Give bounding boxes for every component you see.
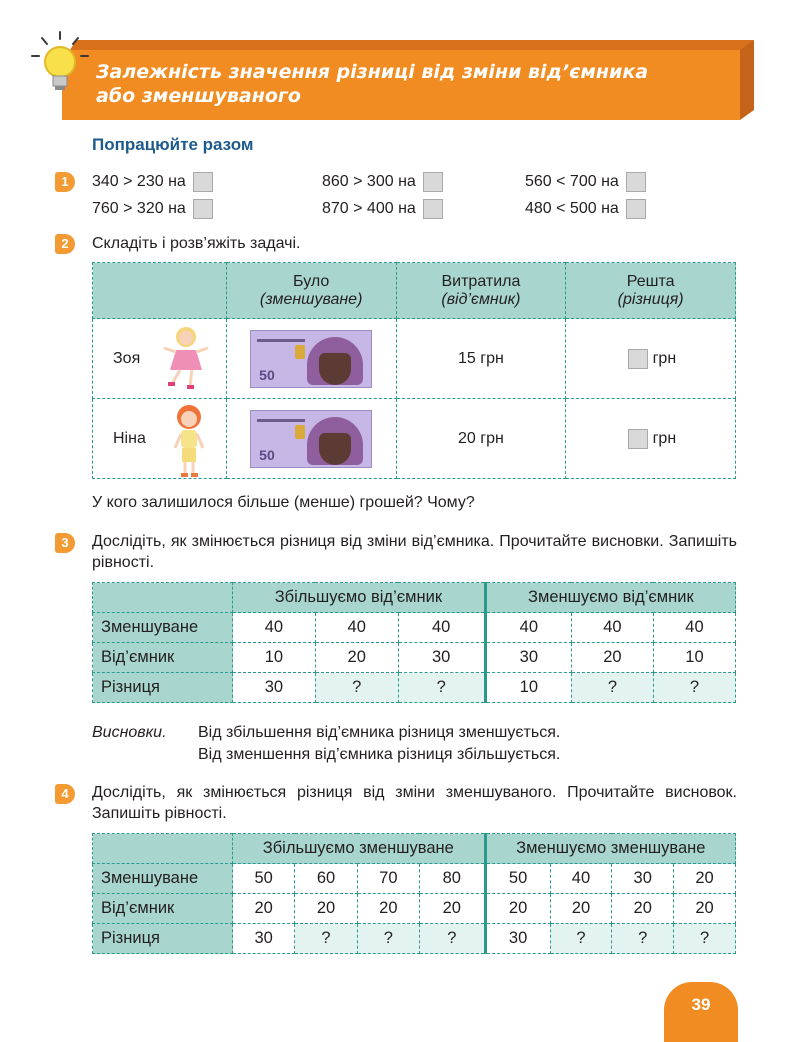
minuend-change-table: [92, 833, 736, 954]
inequality-6: 480 < 500 на: [525, 198, 646, 220]
lesson-title-line-2: або зменшуваного: [96, 85, 301, 107]
table-cell: 40: [398, 613, 485, 643]
answer-cell[interactable]: ?: [295, 924, 357, 954]
girl-nina-illustration: [172, 404, 206, 480]
table-cell: 40: [550, 864, 612, 894]
table-cell: 20: [674, 894, 736, 924]
inequality-5: 870 > 400 на: [322, 198, 443, 220]
conclusions: [92, 722, 167, 744]
rest-cell: грн: [566, 399, 736, 479]
task-4-badge: 4: [55, 784, 75, 804]
row-label: Від’ємник: [93, 643, 233, 673]
table-cell: 60: [295, 864, 357, 894]
conclusion-1: Від збільшення від’ємника різниця зменшується.: [198, 724, 561, 741]
header-empty: [93, 263, 227, 319]
header-empty: [93, 834, 233, 864]
group-increase-subtrahend: Збільшуємо від’ємник: [233, 583, 486, 613]
answer-cell[interactable]: ?: [653, 673, 735, 703]
table-cell: 40: [315, 613, 398, 643]
group-decrease-minuend: Зменшуємо зменшуване: [485, 834, 735, 864]
task-2-badge: 2: [55, 234, 75, 254]
table-row-difference: [93, 924, 736, 954]
table-cell: 20: [419, 894, 485, 924]
header-rest: Решта (різниця): [566, 263, 736, 319]
table-cell: 50: [485, 864, 550, 894]
task-2-question: У кого залишилося більше (менше) грошей? Чому?: [92, 494, 475, 511]
row-label: Зменшуване: [93, 613, 233, 643]
table-cell: 20: [571, 643, 653, 673]
table-cell: 30: [233, 673, 316, 703]
task-1-badge: 1: [55, 172, 75, 192]
row-label: Різниця: [93, 924, 233, 954]
inequality-4: 760 > 320 на: [92, 198, 213, 220]
answer-cell[interactable]: ?: [612, 924, 674, 954]
banknote-50-image: 50: [250, 410, 372, 468]
answer-cell[interactable]: ?: [550, 924, 612, 954]
header-empty: [93, 583, 233, 613]
table-header-row: [93, 583, 736, 613]
conclusions-label: Висновки.: [92, 724, 167, 741]
answer-cell[interactable]: ?: [419, 924, 485, 954]
table-cell: 70: [357, 864, 419, 894]
lesson-title-line-1: Залежність значення різниці від зміни від’ємника: [96, 61, 649, 83]
banner-top-edge: [70, 40, 754, 50]
inequality-2: 860 > 300 на: [322, 171, 443, 193]
table-row-subtrahend: [93, 894, 736, 924]
name-cell: Зоя: [93, 319, 227, 399]
lesson-title: [96, 60, 696, 108]
answer-box[interactable]: [628, 429, 648, 449]
header-had: Було (зменшуване): [226, 263, 396, 319]
girl-zoya-illustration: [160, 324, 210, 392]
answer-box[interactable]: [423, 172, 443, 192]
task-4-instruction: Дослідіть, як змінюється різниця від зміни зменшуваного. Прочитайте висновок. Запишіть рівності.: [92, 784, 737, 822]
money-table-header: [93, 263, 736, 319]
table-cell: 50: [233, 864, 295, 894]
table-row-minuend: [93, 613, 736, 643]
inequality-3: 560 < 700 на: [525, 171, 646, 193]
answer-box[interactable]: [193, 199, 213, 219]
spent-cell: 20 грн: [396, 399, 566, 479]
table-cell: 30: [398, 643, 485, 673]
table-cell: 10: [653, 643, 735, 673]
table-cell: 10: [485, 673, 571, 703]
banner-side-edge: [740, 40, 754, 120]
table-cell: 30: [485, 924, 550, 954]
answer-box[interactable]: [626, 172, 646, 192]
answer-cell[interactable]: ?: [571, 673, 653, 703]
name-cell: Ніна: [93, 399, 227, 479]
conclusion-2: Від зменшення від’ємника різниця збільшується.: [198, 746, 561, 763]
header-spent: Витратила (від’ємник): [396, 263, 566, 319]
row-label: Зменшуване: [93, 864, 233, 894]
inequality-1: 340 > 230 на: [92, 171, 213, 193]
task-3-instruction: Дослідіть, як змінюється різниця від зміни від’ємника. Прочитайте висновки. Запишіть рівності.: [92, 533, 737, 571]
table-row-difference: [93, 673, 736, 703]
table-cell: 20: [357, 894, 419, 924]
table-cell: 40: [485, 613, 571, 643]
banknote-cell: [226, 319, 396, 399]
task-3-badge: 3: [55, 533, 75, 553]
rest-cell: грн: [566, 319, 736, 399]
row-label: Різниця: [93, 673, 233, 703]
table-cell: 20: [485, 894, 550, 924]
answer-cell[interactable]: ?: [674, 924, 736, 954]
answer-box[interactable]: [193, 172, 213, 192]
answer-cell[interactable]: ?: [398, 673, 485, 703]
table-cell: 20: [315, 643, 398, 673]
group-decrease-subtrahend: Зменшуємо від’ємник: [485, 583, 735, 613]
table-cell: 10: [233, 643, 316, 673]
answer-box[interactable]: [423, 199, 443, 219]
subtrahend-change-table: [92, 582, 736, 703]
table-row-subtrahend: [93, 643, 736, 673]
table-cell: 40: [571, 613, 653, 643]
table-header-row: [93, 834, 736, 864]
spent-cell: 15 грн: [396, 319, 566, 399]
table-cell: 30: [233, 924, 295, 954]
table-cell: 30: [612, 864, 674, 894]
lightbulb-icon: [30, 30, 90, 100]
banknote-cell: [226, 399, 396, 479]
answer-box[interactable]: [628, 349, 648, 369]
table-cell: 20: [612, 894, 674, 924]
page-number: 39: [664, 982, 738, 1042]
table-row-minuend: [93, 864, 736, 894]
table-cell: 20: [674, 864, 736, 894]
table-cell: 20: [233, 894, 295, 924]
group-increase-minuend: Збільшуємо зменшуване: [233, 834, 486, 864]
table-cell: 40: [233, 613, 316, 643]
banknote-50-image: 50: [250, 330, 372, 388]
table-cell: 20: [550, 894, 612, 924]
task-2-instruction: Складіть і розв’яжіть задачі.: [92, 235, 301, 252]
table-cell: 40: [653, 613, 735, 643]
answer-cell[interactable]: ?: [315, 673, 398, 703]
section-title: Попрацюйте разом: [92, 135, 254, 154]
table-cell: 30: [485, 643, 571, 673]
answer-box[interactable]: [626, 199, 646, 219]
answer-cell[interactable]: ?: [357, 924, 419, 954]
row-label: Від’ємник: [93, 894, 233, 924]
table-cell: 20: [295, 894, 357, 924]
table-cell: 80: [419, 864, 485, 894]
